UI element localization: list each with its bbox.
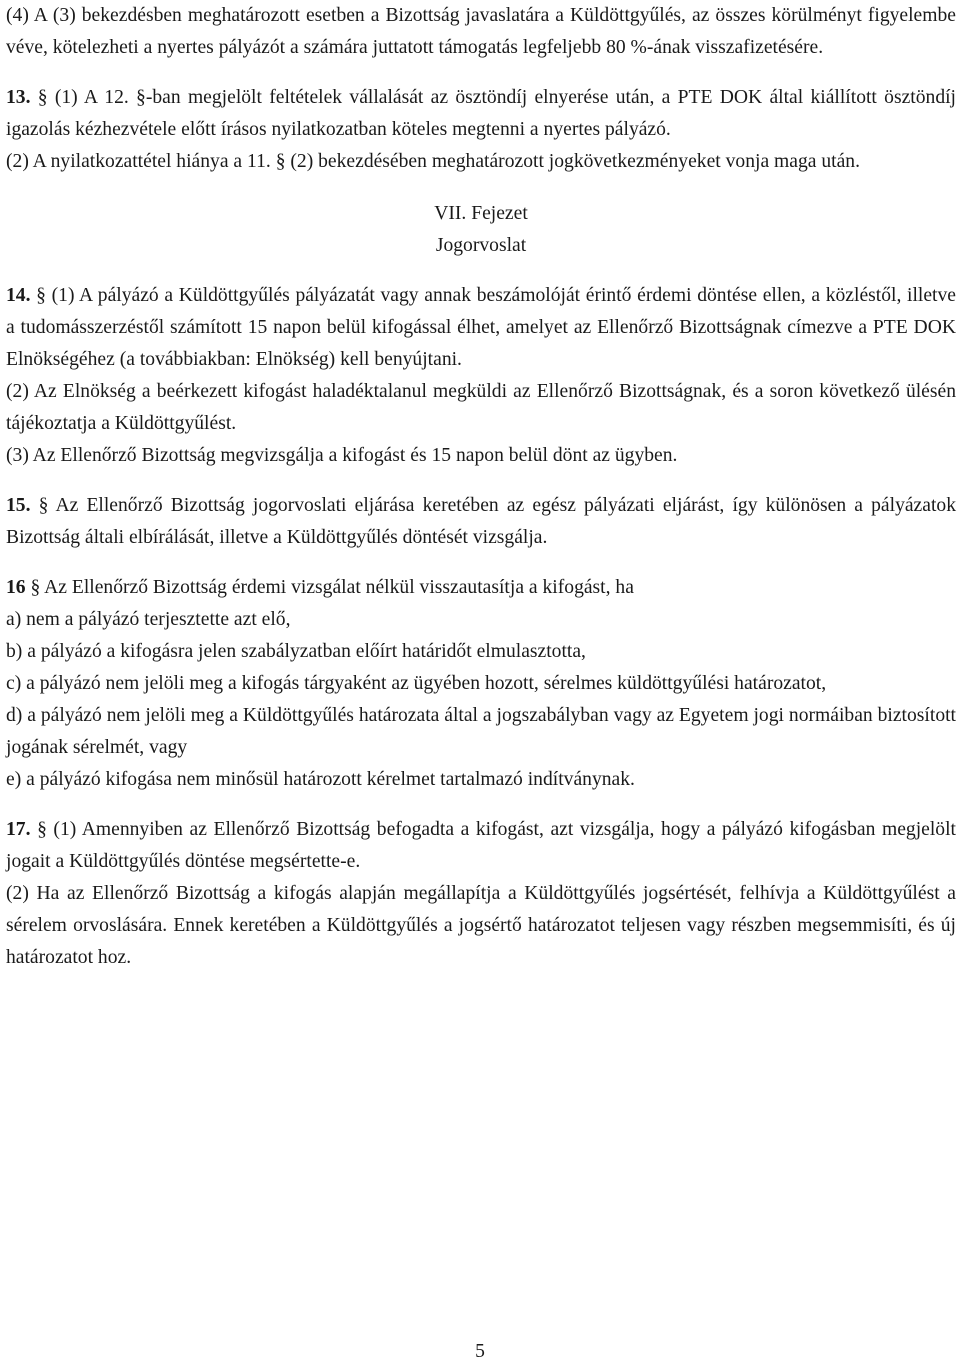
- paragraph-12-4: (4) A (3) bekezdésben meghatározott esetben a Bizottság javaslatára a Küldöttgyűlés, az összes körülményt figyelembe véve, kötelezheti a nyertes pályázót a számára juttatott támogatás legfeljebb 80 %-ának visszafizetésére.: [6, 5, 956, 58]
- section-15-text: § Az Ellenőrző Bizottság jogorvoslati eljárása keretében az egész pályázati eljárást, így különösen a pályázatok Bizottság általi elbírálását, illetve a Küldöttgyűlés döntését vizsgálja.: [6, 495, 956, 548]
- section-13-paragraph-1: [6, 82, 956, 146]
- section-16-paragraph: [6, 572, 956, 604]
- section-16-item-b: b) a pályázó a kifogásra jelen szabályzatban előírt határidőt elmulasztotta,: [6, 641, 586, 662]
- section-16-item-c: c) a pályázó nem jelöli meg a kifogás tárgyaként az ügyében hozott, sérelmes küldöttgyűlési határozatot,: [6, 673, 827, 694]
- section-17-paragraph-2: (2) Ha az Ellenőrző Bizottság a kifogás alapján megállapítja a Küldöttgyűlés jogsértését, felhívja a Küldöttgyűlést a sérelem orvoslására. Ennek keretében a Küldöttgyűlés a jogsértő határozatot teljesen vagy részben megsemmisíti, és új határozatot hoz.: [6, 883, 956, 968]
- section-13-paragraph-2: (2) A nyilatkozattétel hiánya a 11. § (2) bekezdésében meghatározott jogkövetkezményeket vonja maga után.: [6, 151, 861, 172]
- section-14-number: 14.: [6, 285, 31, 306]
- section-17-text-1: § (1) Amennyiben az Ellenőrző Bizottság befogadta a kifogást, azt vizsgálja, hogy a pályázó kifogásban megjelölt jogait a Küldöttgyűlés döntése megsértette-e.: [6, 819, 956, 872]
- section-14-paragraph-2: (2) Az Elnökség a beérkezett kifogást haladéktalanul megküldi az Ellenőrző Bizottságnak, és a soron következő ülésén tájékoztatja a Küldöttgyűlést.: [6, 381, 956, 434]
- chapter-title: Jogorvoslat: [435, 235, 527, 256]
- section-16-item-a: a) nem a pályázó terjesztette azt elő,: [6, 609, 291, 630]
- section-16-item-d: d) a pályázó nem jelöli meg a Küldöttgyűlés határozata által a jogszabályban vagy az Egyetem jogi normáiban biztosított jogának sérelmét, vagy: [6, 705, 956, 758]
- chapter-number: VII. Fejezet: [434, 203, 528, 224]
- section-15-number: 15.: [6, 495, 31, 516]
- section-17-paragraph-1: [6, 814, 956, 878]
- section-13-text-1: § (1) A 12. §-ban megjelölt feltételek vállalását az ösztöndíj elnyerése után, a PTE DOK által kiállított ösztöndíj igazolás kézhezvétele előtt írásos nyilatkozatban köteles megtenni a nyertes pályázó.: [6, 87, 956, 140]
- page-number: 5: [475, 1341, 485, 1362]
- document-page: [6, 0, 956, 974]
- section-13-number: 13.: [6, 87, 31, 108]
- section-14-paragraph-1: [6, 280, 956, 376]
- section-15-paragraph: [6, 490, 956, 554]
- section-14-paragraph-3: (3) Az Ellenőrző Bizottság megvizsgálja a kifogást és 15 napon belül dönt az ügyben.: [6, 445, 678, 466]
- section-16-item-e: e) a pályázó kifogása nem minősül határozott kérelmet tartalmazó indítványnak.: [6, 769, 635, 790]
- section-16-number: 16: [6, 577, 26, 598]
- section-17-number: 17.: [6, 819, 31, 840]
- section-16-text: § Az Ellenőrző Bizottság érdemi vizsgálat nélkül visszautasítja a kifogást, ha: [25, 577, 634, 598]
- section-14-text-1: § (1) A pályázó a Küldöttgyűlés pályázatát vagy annak beszámolóját érintő érdemi döntése ellen, a közléstől, illetve a tudomásszerzéstől számított 15 napon belül kifogással élhet, amelyet az Ellenőrző Bizottságnak címezve a PTE DOK Elnökségéhez (a továbbiakban: Elnökség) kell benyújtani.: [6, 285, 956, 370]
